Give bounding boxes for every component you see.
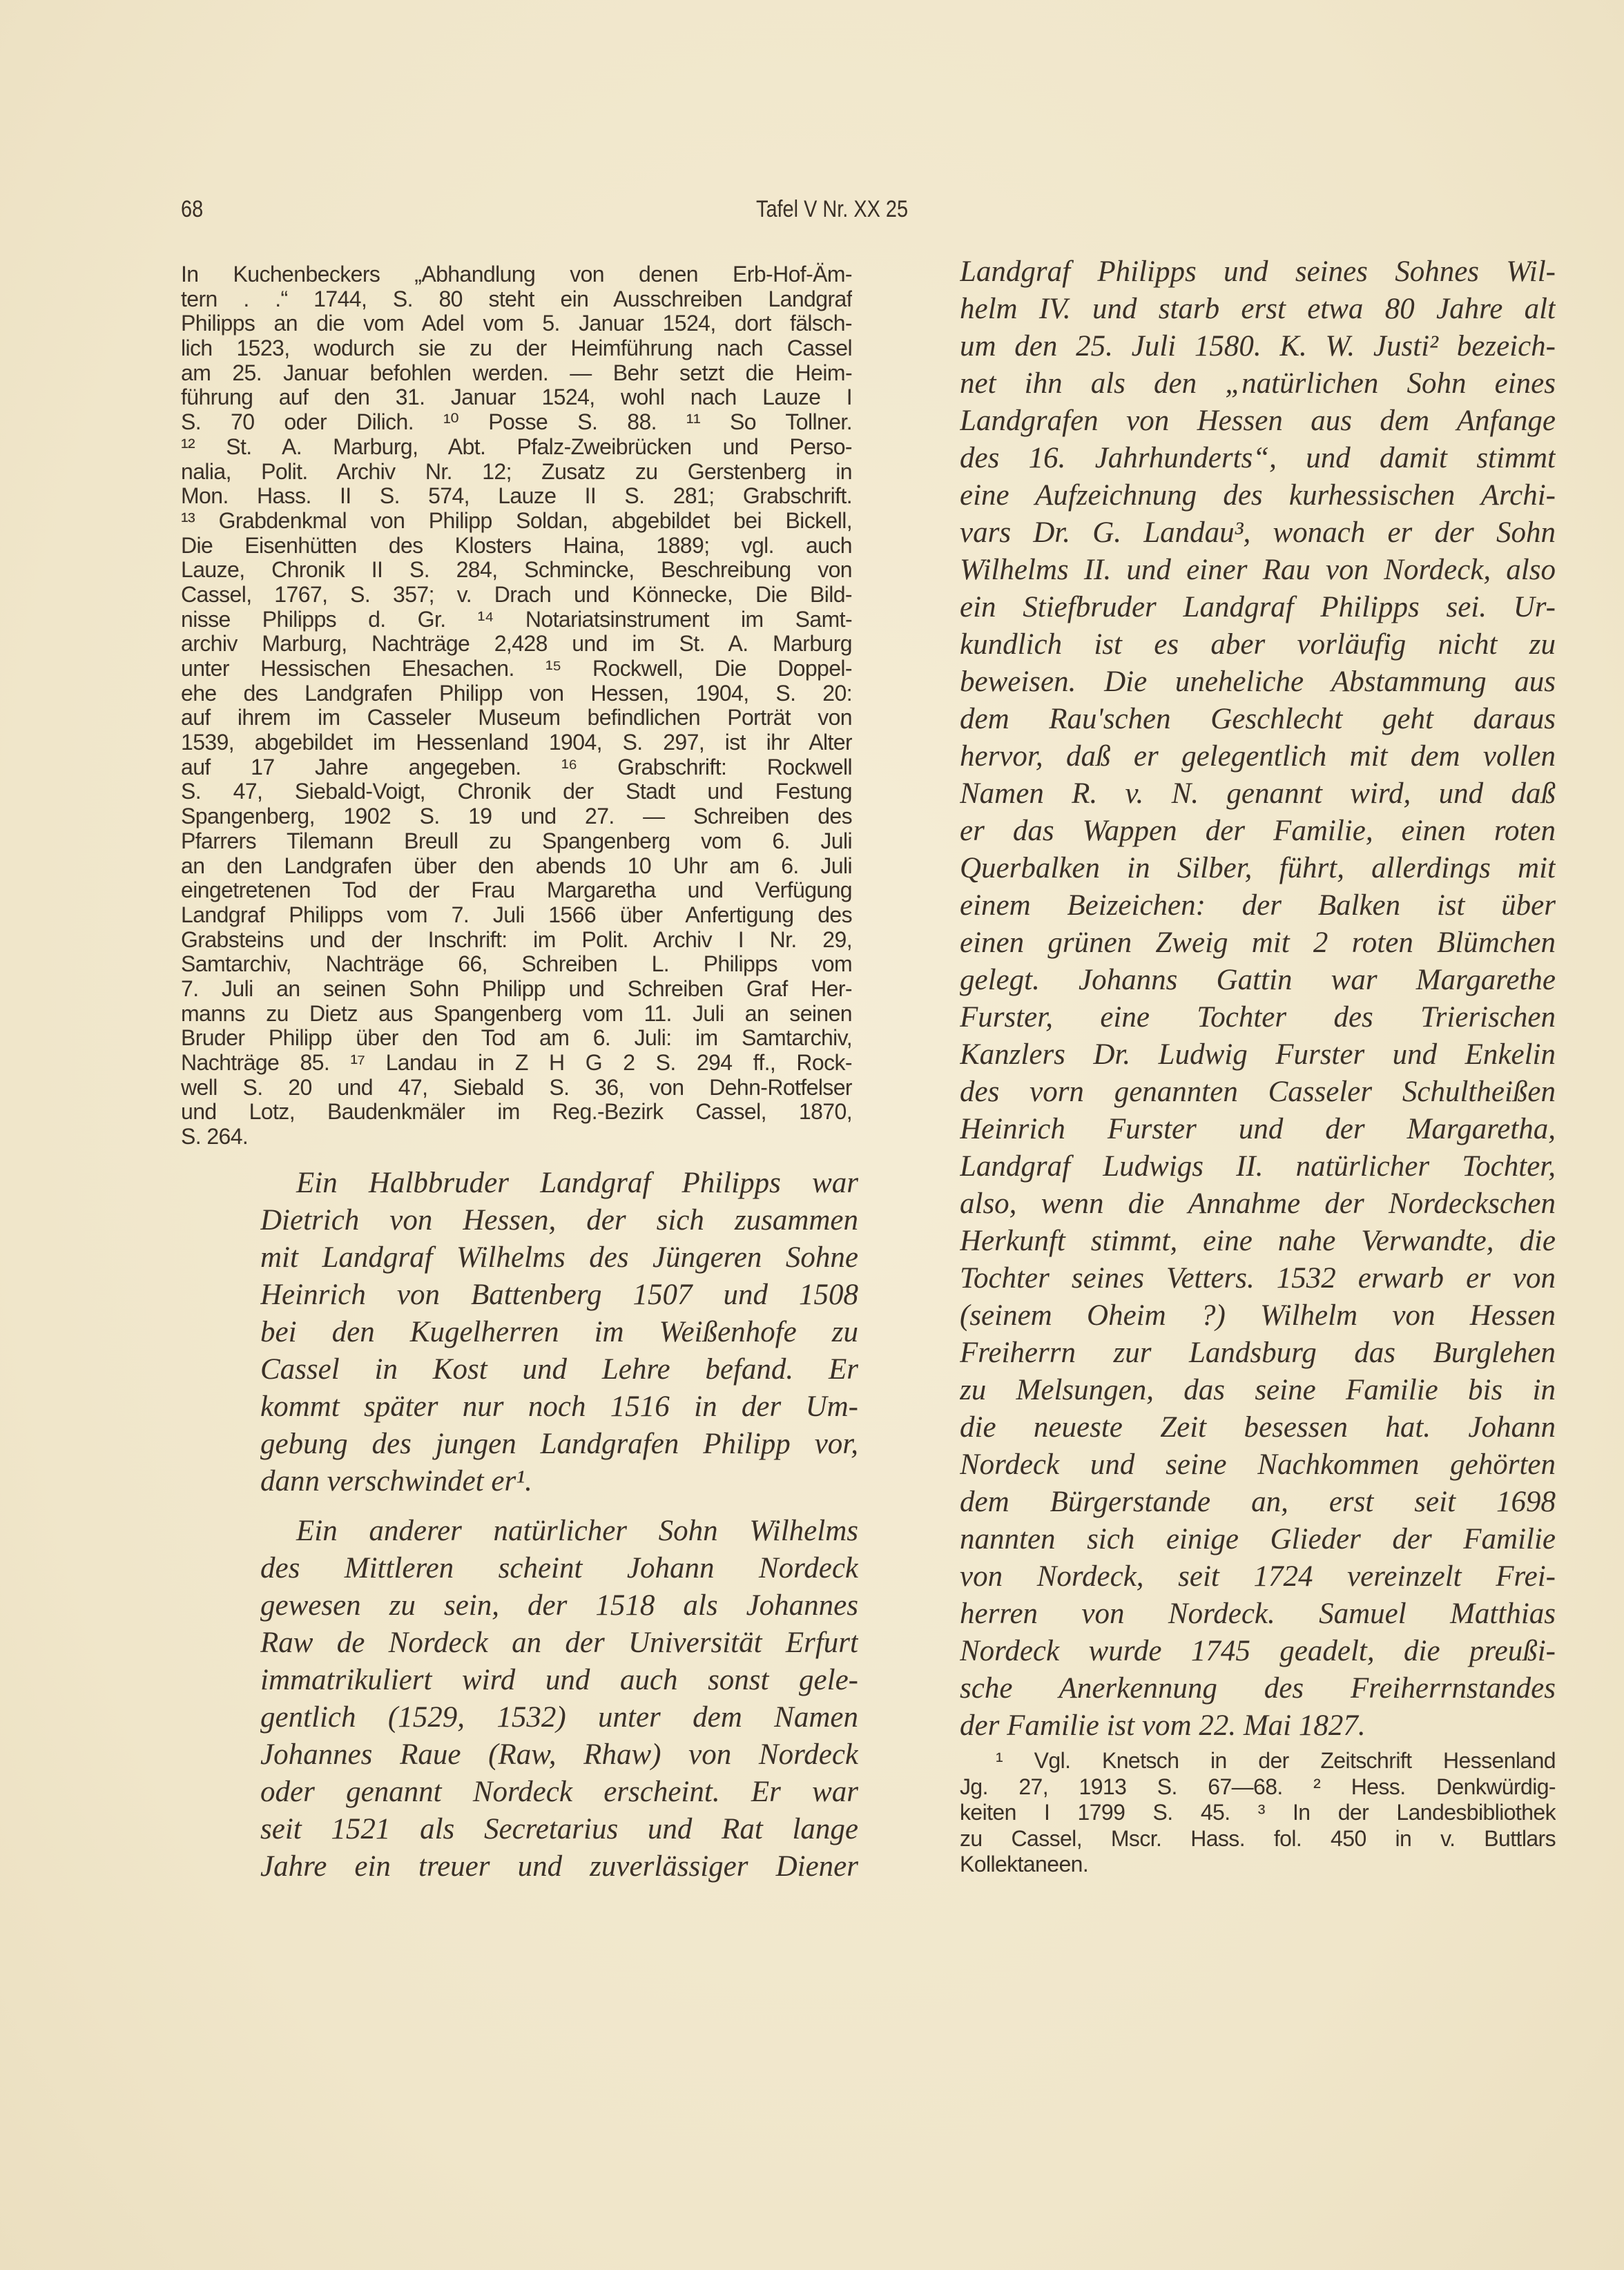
text-line: manns zu Dietz aus Spangenberg vom 11. Juli an seinen: [181, 1001, 852, 1026]
text-line: helm IV. und starb erst etwa 80 Jahre alt: [960, 293, 1556, 325]
text-line: um den 25. Juli 1580. K. W. Justi² bezeich-: [960, 330, 1556, 362]
text-line: nisse Philipps d. Gr. ¹⁴ Notariatsinstrument im Samt-: [181, 607, 852, 632]
text-line: des Mittleren scheint Johann Nordeck: [260, 1552, 858, 1584]
text-line: gentlich (1529, 1532) unter dem Namen: [260, 1701, 858, 1734]
paragraph-halbbruder: [260, 1165, 858, 1500]
text-line: lich 1523, wodurch sie zu der Heimführung nach Cassel: [181, 336, 852, 361]
text-line: oder genannt Nordeck erscheint. Er war: [260, 1776, 858, 1808]
text-line: Jahre ein treuer und zuverlässiger Diener: [260, 1850, 858, 1883]
text-line: Johannes Raue (Raw, Rhaw) von Nordeck: [260, 1738, 858, 1771]
right-column-text: [960, 253, 1556, 1745]
text-line: Landgraf Ludwigs II. natürlicher Tochter,: [960, 1150, 1556, 1183]
text-line: tern . .“ 1744, S. 80 steht ein Ausschreiben Landgraf: [181, 287, 852, 311]
text-line: bei den Kugelherren im Weißenhofe zu: [260, 1316, 858, 1348]
text-line: Namen R. v. N. genannt wird, und daß: [960, 777, 1556, 810]
text-line: ¹² St. A. Marburg, Abt. Pfalz-Zweibrücken und Perso-: [181, 434, 852, 459]
text-line: net ihn als den „natürlichen Sohn eines: [960, 367, 1556, 400]
text-line: Landgraf Philipps und seines Sohnes Wil-: [960, 255, 1556, 288]
text-line: ein Stiefbruder Landgraf Philipps sei. Ur-: [960, 591, 1556, 623]
text-line: beweisen. Die uneheliche Abstammung aus: [960, 666, 1556, 698]
text-line: Heinrich von Battenberg 1507 und 1508: [260, 1279, 858, 1311]
text-line: keiten I 1799 S. 45. ³ In der Landesbibliothek: [960, 1800, 1556, 1825]
text-line: mit Landgraf Wilhelms des Jüngeren Sohne: [260, 1241, 858, 1274]
text-line: Ein anderer natürlicher Sohn Wilhelms: [296, 1515, 858, 1547]
text-line: Nachträge 85. ¹⁷ Landau in Z H G 2 S. 294 ff., Rock-: [181, 1051, 852, 1075]
text-line: Nordeck und seine Nachkommen gehörten: [960, 1448, 1556, 1481]
text-line: In Kuchenbeckers „Abhandlung von denen Erb-Hof-Äm-: [181, 262, 852, 287]
text-line: Spangenberg, 1902 S. 19 und 27. — Schreiben des: [181, 804, 852, 829]
text-line: eine Aufzeichnung des kurhessischen Archi-: [960, 479, 1556, 512]
text-line: zu Melsungen, das seine Familie bis in: [960, 1374, 1556, 1406]
footnotes-left: [181, 262, 852, 1149]
text-line: nannten sich einige Glieder der Familie: [960, 1523, 1556, 1555]
text-line: Dietrich von Hessen, der sich zusammen: [260, 1204, 858, 1236]
text-line: seit 1521 als Secretarius und Rat lange: [260, 1813, 858, 1845]
text-line: die neueste Zeit besessen hat. Johann: [960, 1411, 1556, 1444]
text-line: Kollektaneen.: [960, 1852, 1089, 1876]
text-line: Pfarrers Tilemann Breull zu Spangenberg vom 6. Juli: [181, 828, 852, 853]
text-line: Die Eisenhütten des Klosters Haina, 1889; vgl. auch: [181, 533, 852, 558]
text-line: sche Anerkennung des Freiherrnstandes: [960, 1672, 1556, 1705]
text-line: auf ihrem im Casseler Museum befindlichen Porträt von: [181, 706, 852, 730]
text-line: vars Dr. G. Landau³, wonach er der Sohn: [960, 516, 1556, 549]
running-title: Tafel V Nr. XX 25: [756, 196, 909, 222]
text-line: kundlich ist es aber vorläufig nicht zu: [960, 628, 1556, 661]
text-line: des 16. Jahrhunderts“, und damit stimmt: [960, 442, 1556, 474]
text-line: Lauze, Chronik II S. 284, Schmincke, Beschreibung von: [181, 558, 852, 583]
text-line: am 25. Januar befohlen werden. — Behr setzt die Heim-: [181, 360, 852, 385]
text-line: herren von Nordeck. Samuel Matthias: [960, 1598, 1556, 1630]
text-line: Jg. 27, 1913 S. 67—68. ² Hess. Denkwürdig-: [960, 1774, 1556, 1799]
text-line: Ein Halbbruder Landgraf Philipps war: [296, 1167, 858, 1199]
text-line: Grabsteins und der Inschrift: im Polit. Archiv I Nr. 29,: [181, 927, 852, 952]
text-line: Tochter seines Vetters. 1532 erwarb er von: [960, 1262, 1556, 1294]
text-line: archiv Marburg, Nachträge 2,428 und im St. A. Marburg: [181, 632, 852, 657]
text-line: des vorn genannten Casseler Schultheißen: [960, 1076, 1556, 1108]
text-line: Heinrich Furster und der Margaretha,: [960, 1113, 1556, 1145]
text-line: Bruder Philipp über den Tod am 6. Juli: im Samtarchiv,: [181, 1026, 852, 1051]
text-line: Freiherrn zur Landsburg das Burglehen: [960, 1337, 1556, 1369]
text-line: ehe des Landgrafen Philipp von Hessen, 1904, S. 20:: [181, 681, 852, 706]
text-line: Mon. Hass. II S. 574, Lauze II S. 281; Grabschrift.: [181, 484, 852, 509]
page-number: 68: [181, 196, 204, 222]
text-line: Landgrafen von Hessen aus dem Anfange: [960, 405, 1556, 437]
text-line: Samtarchiv, Nachträge 66, Schreiben L. Philipps vom: [181, 952, 852, 977]
text-line: führung auf den 31. Januar 1524, wohl nach Lauze I: [181, 385, 852, 410]
text-line: Wilhelms II. und einer Rau von Nordeck, also: [960, 554, 1556, 586]
text-line: S. 70 oder Dilich. ¹⁰ Posse S. 88. ¹¹ So Tollner.: [181, 410, 852, 435]
text-line: well S. 20 und 47, Siebald S. 36, von Dehn-Rotfelser: [181, 1075, 852, 1100]
text-line: 1539, abgebildet im Hessenland 1904, S. 297, ist ihr Alter: [181, 730, 852, 755]
paragraph-nordeck: [260, 1513, 858, 1885]
text-line: Raw de Nordeck an der Universität Erfurt: [260, 1627, 858, 1659]
text-line: zu Cassel, Mscr. Hass. fol. 450 in v. Buttlars: [960, 1825, 1556, 1851]
text-line: unter Hessischen Ehesachen. ¹⁵ Rockwell, Die Doppel-: [181, 657, 852, 681]
text-line: dann verschwindet er¹.: [260, 1465, 532, 1497]
text-line: dem Rau'schen Geschlecht geht daraus: [960, 703, 1556, 735]
text-line: Kanzlers Dr. Ludwig Furster und Enkelin: [960, 1038, 1556, 1071]
text-line: der Familie ist vom 22. Mai 1827.: [960, 1709, 1366, 1742]
text-line: Philipps an die vom Adel vom 5. Januar 1524, dort fälsch-: [181, 311, 852, 336]
text-line: gelegt. Johanns Gattin war Margarethe: [960, 964, 1556, 996]
footnotes-right: [960, 1748, 1556, 1878]
text-line: Cassel, 1767, S. 357; v. Drach und Könnecke, Die Bild-: [181, 582, 852, 607]
text-line: kommt später nur noch 1516 in der Um-: [260, 1390, 858, 1423]
text-line: von Nordeck, seit 1724 vereinzelt Frei-: [960, 1560, 1556, 1593]
text-line: 7. Juli an seinen Sohn Philipp und Schreiben Graf Her-: [181, 976, 852, 1001]
text-line: (seinem Oheim ?) Wilhelm von Hessen: [960, 1299, 1556, 1332]
text-line: nalia, Polit. Archiv Nr. 12; Zusatz zu Gerstenberg in: [181, 459, 852, 484]
text-line: ¹ Vgl. Knetsch in der Zeitschrift Hessenland: [996, 1748, 1556, 1773]
text-line: S. 264.: [181, 1125, 249, 1149]
text-line: immatrikuliert wird und auch sonst gele-: [260, 1664, 858, 1696]
text-line: einem Beizeichen: der Balken ist über: [960, 889, 1556, 922]
text-line: Herkunft stimmt, eine nahe Verwandte, die: [960, 1225, 1556, 1257]
text-line: hervor, daß er gelegentlich mit dem vollen: [960, 740, 1556, 773]
text-line: gewesen zu sein, der 1518 als Johannes: [260, 1589, 858, 1622]
text-line: auf 17 Jahre angegeben. ¹⁶ Grabschrift: Rockwell: [181, 755, 852, 779]
text-line: gebung des jungen Landgrafen Philipp vor,: [260, 1428, 858, 1460]
text-line: Furster, eine Tochter des Trierischen: [960, 1001, 1556, 1034]
text-line: Landgraf Philipps vom 7. Juli 1566 über Anfertigung des: [181, 902, 852, 927]
text-line: an den Landgrafen über den abends 10 Uhr am 6. Juli: [181, 853, 852, 878]
text-line: er das Wappen der Familie, einen roten: [960, 815, 1556, 847]
text-line: Nordeck wurde 1745 geadelt, die preußi-: [960, 1635, 1556, 1667]
text-line: Cassel in Kost und Lehre befand. Er: [260, 1353, 858, 1386]
text-line: S. 47, Siebald-Voigt, Chronik der Stadt und Festung: [181, 779, 852, 804]
text-line: ¹³ Grabdenkmal von Philipp Soldan, abgebildet bei Bickell,: [181, 508, 852, 533]
text-line: dem Bürgerstande an, erst seit 1698: [960, 1486, 1556, 1518]
text-line: Querbalken in Silber, führt, allerdings mit: [960, 852, 1556, 884]
text-line: einen grünen Zweig mit 2 roten Blümchen: [960, 927, 1556, 959]
text-line: eingetretenen Tod der Frau Margaretha und Verfügung: [181, 878, 852, 903]
text-line: also, wenn die Annahme der Nordeckschen: [960, 1187, 1556, 1220]
text-line: und Lotz, Baudenkmäler im Reg.-Bezirk Cassel, 1870,: [181, 1100, 852, 1125]
